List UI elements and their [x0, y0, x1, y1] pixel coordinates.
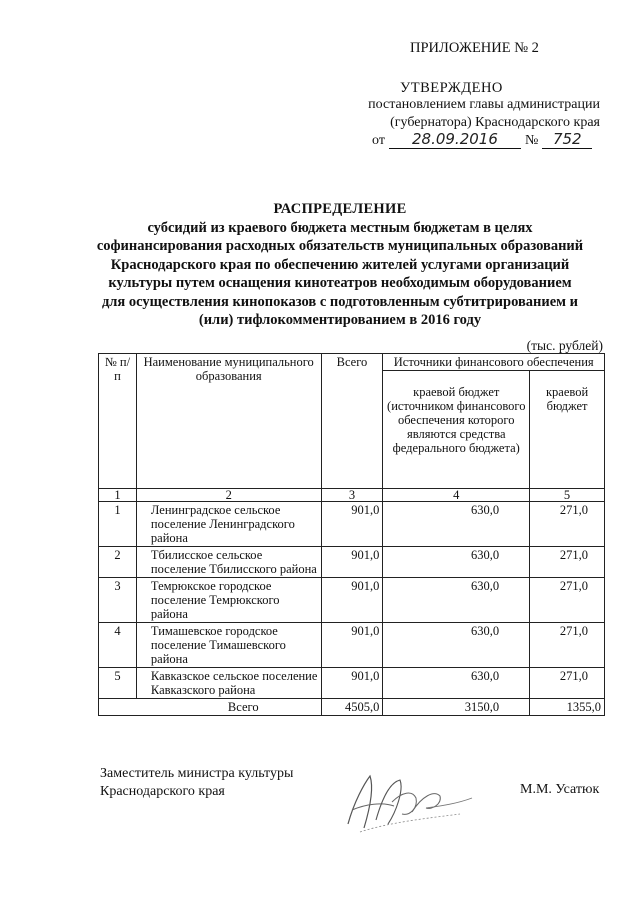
row-name: Ленинградское сельское поселение Ленинградского района: [136, 502, 321, 547]
title-line-3: Краснодарского края по обеспечению жителей услугами организаций: [110, 256, 570, 273]
title-line-6: (или) тифлокомментированием в 2016 году: [198, 312, 482, 328]
header-total: Всего: [321, 354, 383, 489]
totals-total: 4505,0: [321, 699, 383, 716]
col-number: 4: [383, 489, 530, 502]
title-line-5: для осуществления кинопоказов с подготовленным субтитрированием и: [101, 293, 579, 310]
header-name: Наименование муниципального образования: [136, 354, 321, 489]
table-row: [99, 578, 605, 623]
position-line-2: Краснодарского края: [100, 784, 225, 799]
row-name: Тимашевское городское поселение Тимашевского района: [136, 623, 321, 668]
row-federal: 630,0: [383, 578, 530, 623]
row-regional: 271,0: [530, 623, 605, 668]
row-federal: 630,0: [383, 547, 530, 578]
units-label: (тыс. рублей): [526, 338, 603, 353]
table-row: [99, 547, 605, 578]
totals-label: Всего: [99, 699, 322, 716]
title-line-1: субсидий из краевого бюджета местным бюджетам в целях: [147, 219, 533, 236]
column-numbers-row: [99, 489, 605, 502]
row-total: 901,0: [321, 578, 383, 623]
header-sources: Источники финансового обеспечения: [383, 354, 605, 371]
table-row: [99, 502, 605, 547]
row-name: Тбилисское сельское поселение Тбилисского района: [136, 547, 321, 578]
col-number: 5: [530, 489, 605, 502]
approved-label: УТВЕРЖДЕНО: [400, 80, 503, 96]
col-number: 1: [99, 489, 137, 502]
table-row: [99, 668, 605, 699]
decree-line-2: (губернатора) Краснодарского края: [390, 115, 600, 130]
row-total: 901,0: [321, 668, 383, 699]
header-row-1: [99, 354, 605, 371]
row-regional: 271,0: [530, 668, 605, 699]
row-num: 2: [99, 547, 137, 578]
signatory-name: М.М. Усатюк: [520, 782, 600, 797]
decree-text: [368, 96, 600, 132]
col-number: 2: [136, 489, 321, 502]
row-total: 901,0: [321, 623, 383, 668]
decree-number: 752: [542, 130, 592, 149]
row-federal: 630,0: [383, 502, 530, 547]
appendix-label: ПРИЛОЖЕНИЕ № 2: [410, 40, 539, 56]
row-num: 4: [99, 623, 137, 668]
totals-regional: 1355,0: [530, 699, 605, 716]
row-total: 901,0: [321, 502, 383, 547]
title-line-4: культуры путем оснащения кинотеатров необходимым оборудованием: [108, 275, 572, 291]
table-row: [99, 623, 605, 668]
row-regional: 271,0: [530, 502, 605, 547]
position-line-1: Заместитель министра культуры: [100, 766, 294, 781]
header-regional-federal: краевой бюджет (источником финансового обеспечения которого являются средства федерального бюджета): [383, 371, 530, 489]
number-label: №: [524, 133, 539, 148]
row-regional: 271,0: [530, 547, 605, 578]
decree-line-1: постановлением главы администрации: [368, 97, 600, 112]
totals-federal: 3150,0: [383, 699, 530, 716]
row-regional: 271,0: [530, 578, 605, 623]
row-num: 1: [99, 502, 137, 547]
header-regional: краевой бюджет: [530, 371, 605, 489]
row-num: 3: [99, 578, 137, 623]
title-line-2: софинансирования расходных обязательств муниципальных образований: [96, 238, 584, 254]
header-num: № п/п: [99, 354, 137, 489]
row-name: Кавказское сельское поселение Кавказского района: [136, 668, 321, 699]
row-num: 5: [99, 668, 137, 699]
title-main: РАСПРЕДЕЛЕНИЕ: [273, 201, 407, 217]
handwritten-signature: [330, 762, 480, 842]
col-number: 3: [321, 489, 383, 502]
row-federal: 630,0: [383, 668, 530, 699]
document-title: [80, 200, 600, 330]
signatory-position: [100, 765, 293, 801]
row-total: 901,0: [321, 547, 383, 578]
subsidy-table: [98, 353, 605, 716]
totals-row: [99, 699, 605, 716]
row-name: Темрюкское городское поселение Темрюкского района: [136, 578, 321, 623]
decree-date-number: [372, 130, 592, 149]
row-federal: 630,0: [383, 623, 530, 668]
decree-date: 28.09.2016: [389, 130, 521, 149]
from-label: от: [372, 133, 385, 148]
